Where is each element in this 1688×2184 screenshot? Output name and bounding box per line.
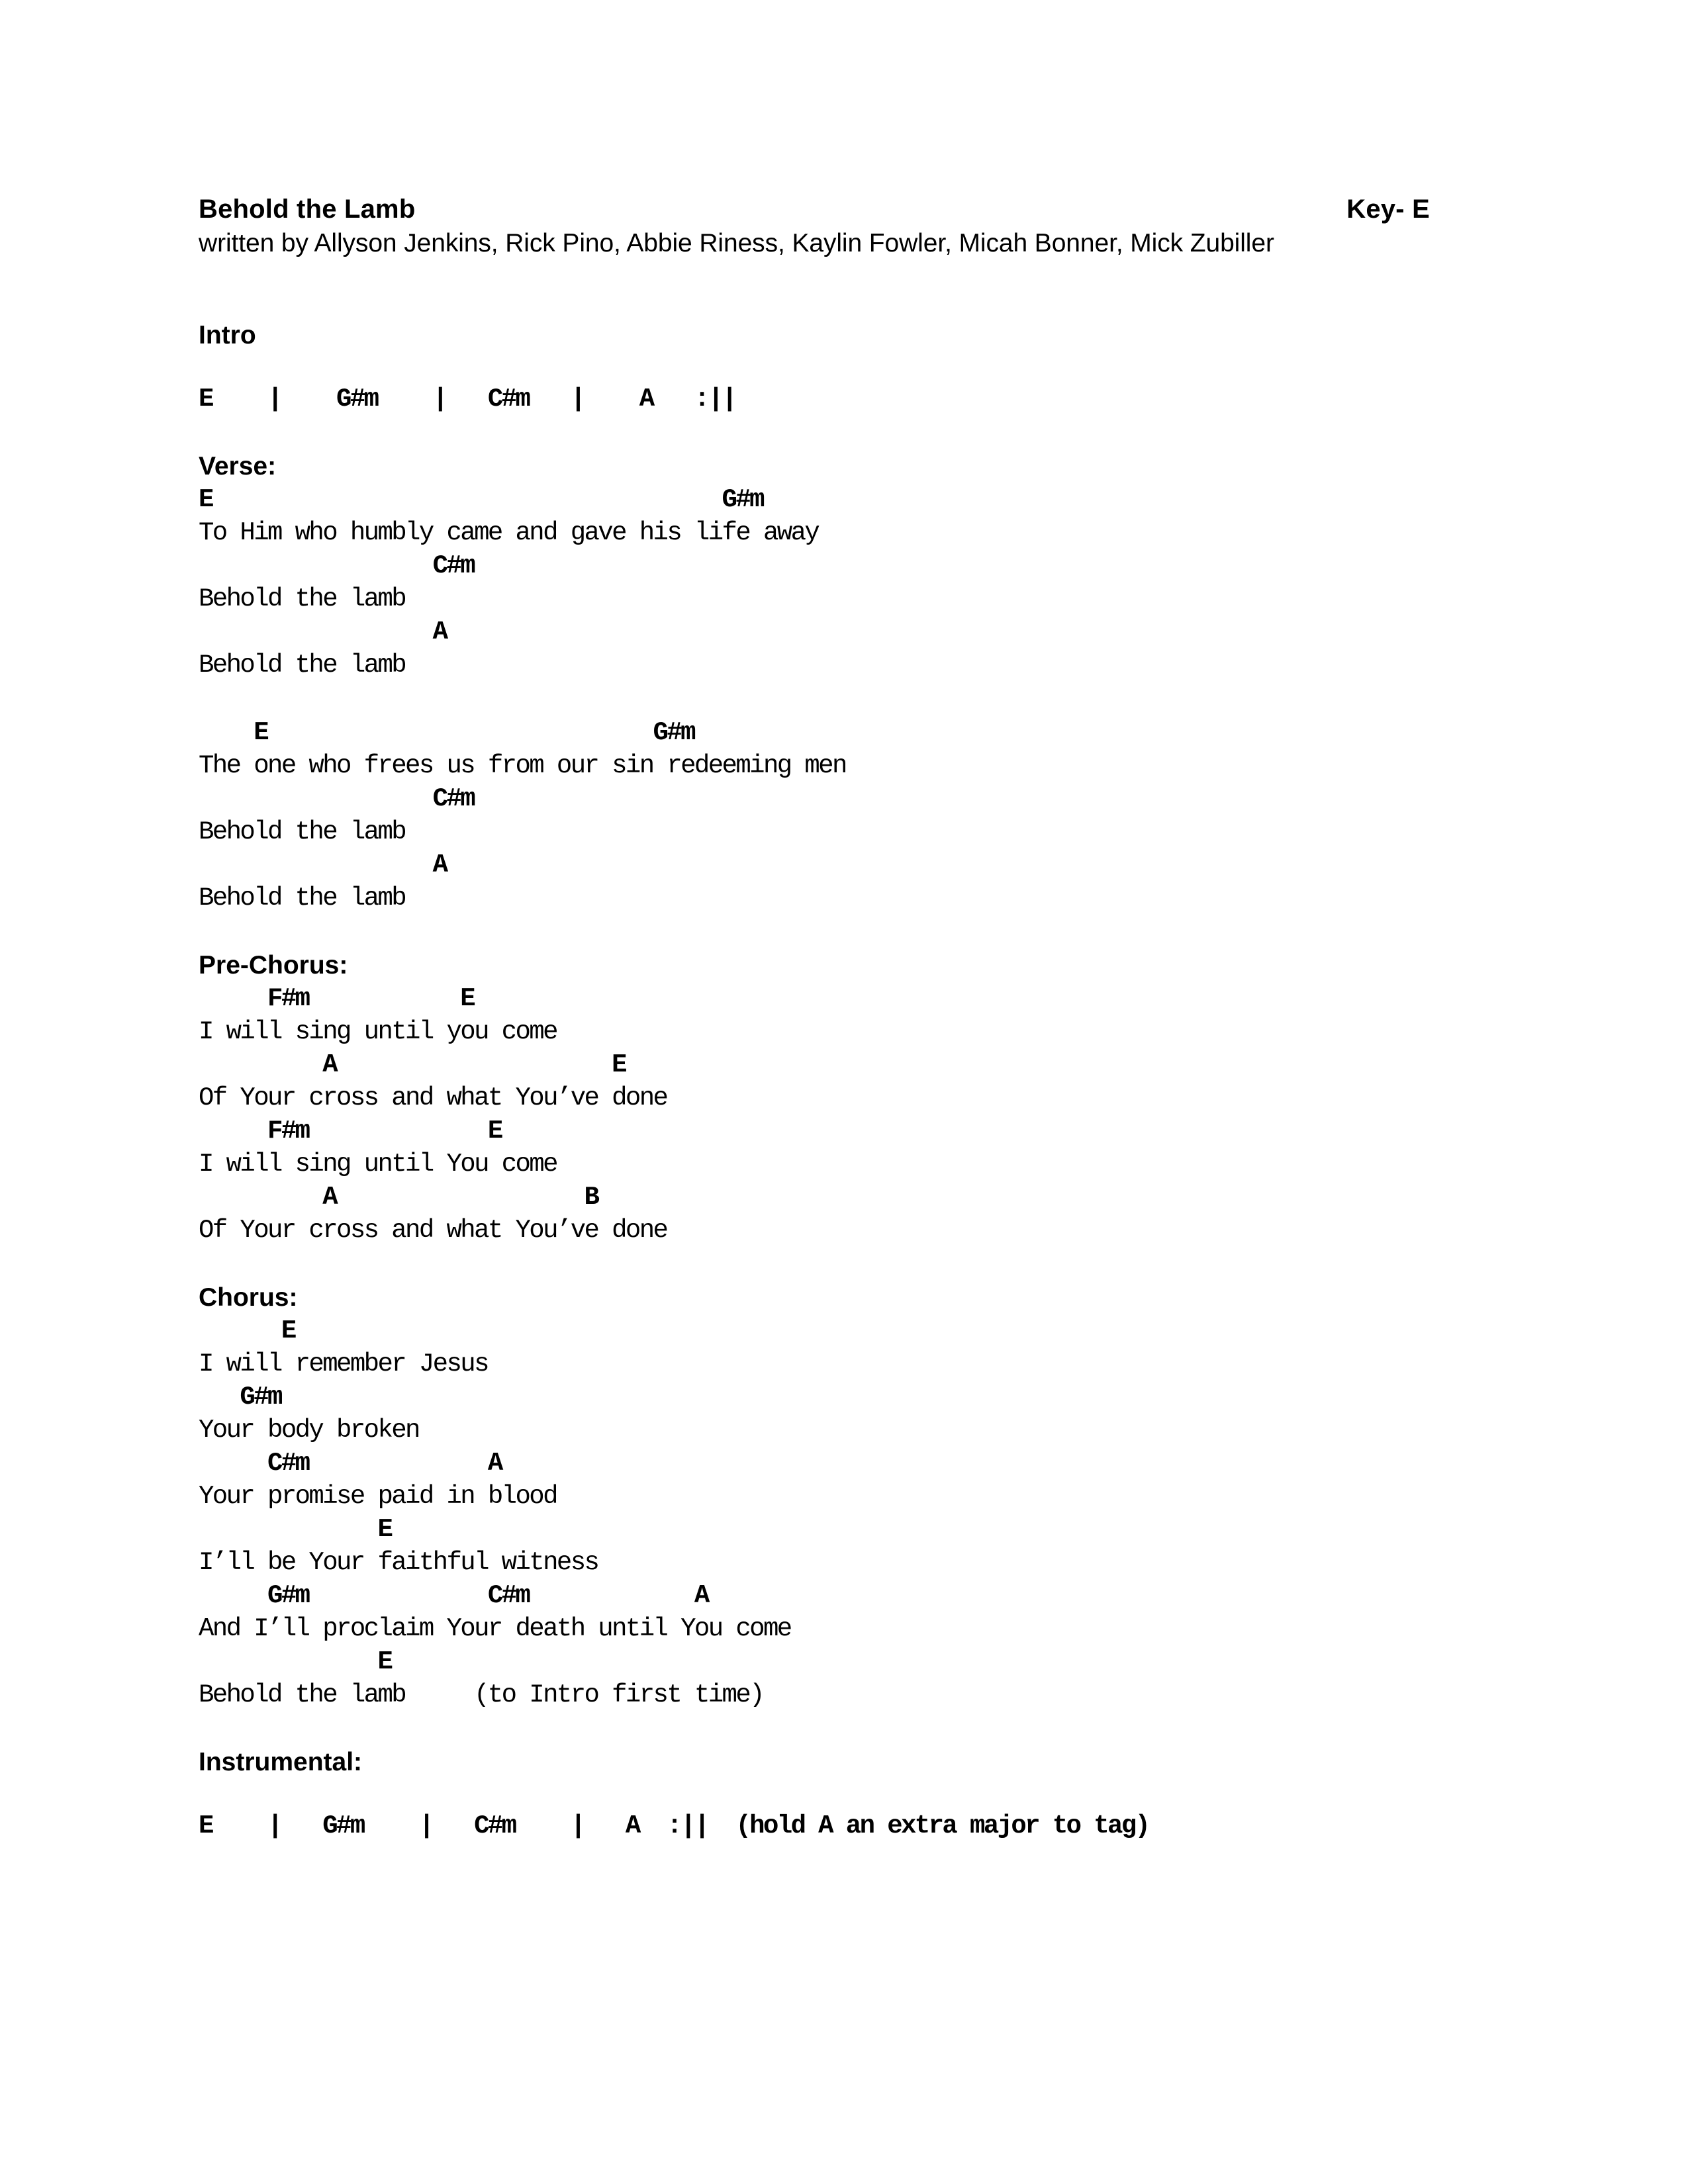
chord-line: A [199,617,447,647]
progression-chords: E | G#m | C#m | A :|| [199,1811,736,1841]
chord-line: C#m [199,551,475,580]
spacer [199,915,1489,949]
lyric-line: Your promise paid in blood [199,1482,557,1511]
spacer [199,416,1489,450]
lyric-line: Behold the lamb [199,584,406,614]
lyric-line: Behold the lamb [199,817,406,846]
lyric-line: I will remember Jesus [199,1349,488,1379]
spacer [199,682,1489,716]
instrumental-progression [199,1809,1489,1843]
lyric-line: Of Your cross and what You’ve done [199,1083,667,1113]
chord-line: E G#m [199,718,694,747]
section-heading-pre-chorus: Pre-Chorus: [199,951,348,979]
chord-line: E [199,1647,392,1676]
section-heading-verse: Verse: [199,452,277,480]
chord-line: F#m E [199,984,475,1013]
chord-line: A [199,850,447,880]
chord-line: C#m [199,784,475,813]
spacer [199,1247,1489,1281]
song-key-label: Key- E [1346,195,1430,224]
lyric-line-with-note [199,1678,1489,1711]
section-heading-instrumental: Instrumental: [199,1748,363,1776]
chord-line: F#m E [199,1116,502,1146]
lyric-text: Behold the lamb [199,1680,475,1709]
lyric-line: To Him who humbly came and gave his life away [199,518,819,547]
lyric-line: Behold the lamb [199,884,406,913]
chord-line: G#m C#m A [199,1581,708,1610]
performance-note: (to Intro first time) [474,1680,763,1709]
lyric-line: Your body broken [199,1416,419,1445]
lyric-line: The one who frees us from our sin redeeming men [199,751,846,780]
page-title: Behold the Lamb [199,195,416,224]
tag-note: (hold A an extra major to tag) [735,1811,1149,1841]
lyric-line: Of Your cross and what You’ve done [199,1216,667,1245]
chord-chart-content [199,192,1489,1843]
lyric-line: And I’ll proclaim Your death until You come [199,1614,791,1643]
lyric-line: I will sing until you come [199,1017,557,1046]
spacer [199,1711,1489,1746]
spacer [199,352,1489,383]
intro-progression: E | G#m | C#m | A :|| [199,385,736,414]
lyric-line: I’ll be Your faithful witness [199,1548,598,1577]
lyric-line: Behold the lamb [199,651,406,680]
chord-line: G#m [199,1383,281,1412]
spacer [199,1779,1489,1809]
chord-line: E G#m [199,485,763,514]
chord-line: E [199,1515,392,1544]
songwriters-credit: written by Allyson Jenkins, Rick Pino, Abbie Riness, Kaylin Fowler, Micah Bonner, Mick Zubiller [199,229,1274,257]
document-header [199,192,1430,226]
chord-line: E [199,1316,295,1345]
section-heading-intro: Intro [199,321,256,349]
lyric-line: I will sing until You come [199,1150,557,1179]
section-heading-chorus: Chorus: [199,1283,298,1312]
spacer [199,261,1489,319]
chord-line: C#m A [199,1449,502,1478]
chord-line: A B [199,1183,598,1212]
chord-line: A E [199,1050,626,1079]
